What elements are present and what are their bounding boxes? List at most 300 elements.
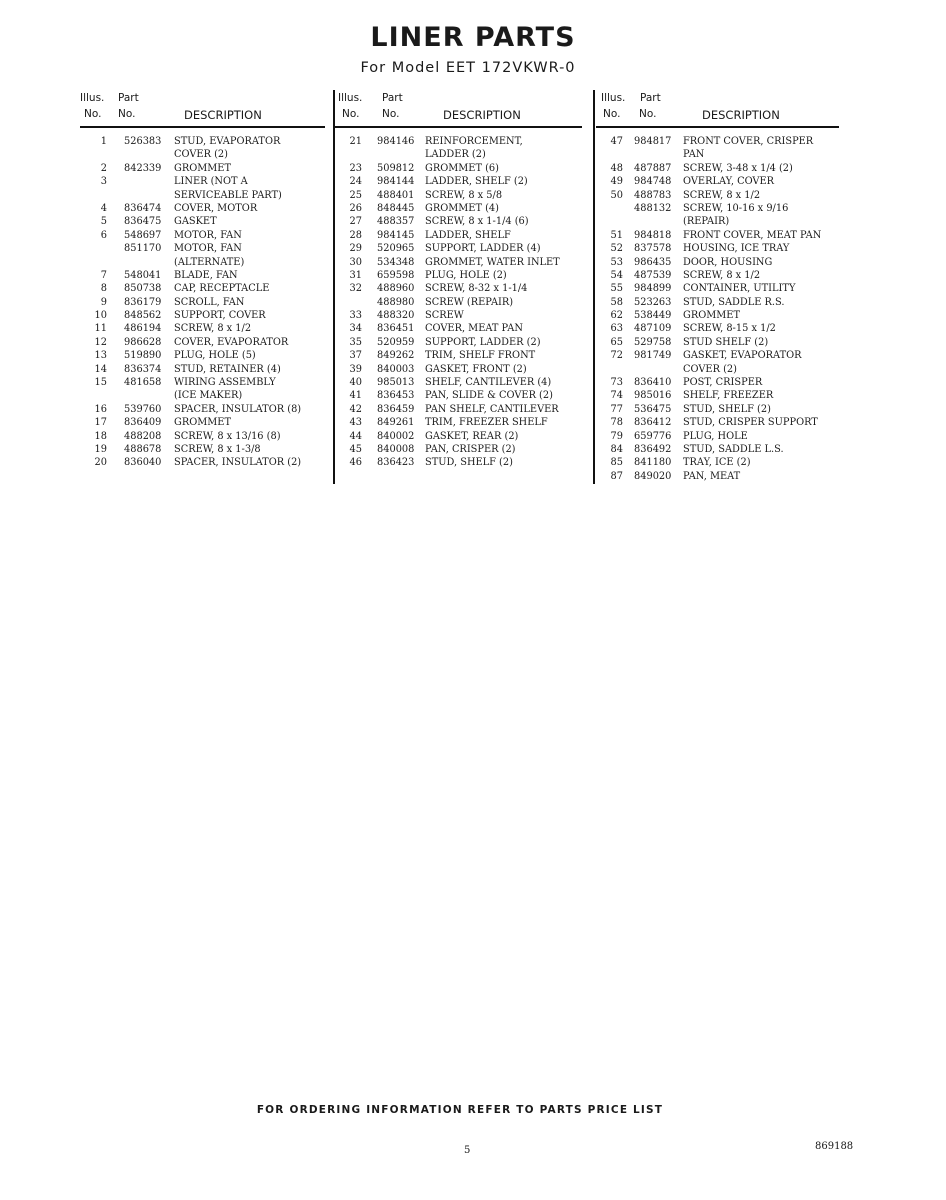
illus-no: 32 — [349, 283, 362, 295]
table-row — [80, 443, 325, 456]
part-no: 539760 — [124, 403, 162, 415]
table-row — [80, 376, 325, 389]
table-row — [80, 416, 325, 429]
table-row — [80, 202, 325, 215]
part-no: 840003 — [377, 363, 415, 375]
part-no: 837578 — [634, 243, 672, 255]
part-no: 836412 — [634, 417, 672, 429]
illus-no: 17 — [94, 417, 107, 429]
illus-no: 5 — [100, 216, 107, 228]
header-part-label: Part — [640, 92, 661, 104]
table-row — [596, 430, 839, 443]
part-no: 836040 — [124, 457, 162, 469]
part-no: 849262 — [377, 350, 415, 362]
part-no: 836374 — [124, 363, 162, 375]
part-description: GROMMET (4) — [425, 202, 499, 214]
part-description: SUPPORT, LADDER (2) — [425, 336, 541, 348]
table-row — [335, 376, 582, 389]
table-row — [596, 148, 839, 161]
illus-no: 33 — [349, 310, 362, 322]
table-row — [80, 162, 325, 175]
part-description: SCREW, 8 x 1/2 — [683, 189, 761, 201]
part-no: 488960 — [377, 283, 415, 295]
header-part-no-label: No. — [639, 108, 657, 120]
part-description: PLUG, HOLE (2) — [425, 269, 507, 281]
table-row — [335, 215, 582, 228]
illus-no: 54 — [610, 269, 623, 281]
part-no: 488208 — [124, 430, 162, 442]
table-row — [335, 135, 582, 148]
table-header — [596, 88, 839, 128]
part-description: LINER (NOT A — [174, 176, 248, 188]
table-header — [80, 88, 325, 128]
table-row — [335, 389, 582, 402]
illus-no: 25 — [349, 189, 362, 201]
table-row — [596, 456, 839, 469]
part-description: STUD, RETAINER (4) — [174, 363, 281, 375]
table-row — [596, 376, 839, 389]
illus-no: 16 — [94, 403, 107, 415]
table-row — [596, 296, 839, 309]
part-description: WIRING ASSEMBLY — [174, 377, 276, 389]
part-description: (ALTERNATE) — [174, 256, 245, 268]
part-no: 851170 — [124, 243, 162, 255]
table-row — [596, 349, 839, 362]
part-no: 481658 — [124, 377, 162, 389]
illus-no: 62 — [610, 310, 623, 322]
illus-no: 35 — [349, 336, 362, 348]
part-description: FRONT COVER, CRISPER — [683, 136, 814, 147]
illus-no: 8 — [100, 283, 107, 295]
part-description: LADDER (2) — [425, 149, 486, 161]
part-no: 842339 — [124, 162, 162, 174]
part-no: 526383 — [124, 136, 162, 147]
part-description: GROMMET — [174, 162, 231, 174]
table-header — [335, 88, 582, 128]
part-description: STUD, CRISPER SUPPORT — [683, 417, 818, 429]
part-description: CONTAINER, UTILITY — [683, 283, 796, 295]
part-description: STUD, SADDLE R.S. — [683, 296, 785, 308]
table-row — [80, 296, 325, 309]
part-no: 984146 — [377, 136, 415, 147]
table-row — [335, 269, 582, 282]
part-description: SPACER, INSULATOR (2) — [174, 457, 302, 469]
table-row — [596, 135, 839, 148]
part-no: 534348 — [377, 256, 415, 268]
part-description: SUPPORT, LADDER (4) — [425, 243, 541, 255]
part-description: LADDER, SHELF — [425, 229, 511, 241]
illus-no: 49 — [610, 176, 623, 188]
part-no: 836492 — [634, 443, 672, 455]
part-no: 488357 — [377, 216, 415, 228]
part-description: SCREW (REPAIR) — [425, 296, 514, 308]
illus-no: 85 — [610, 457, 623, 469]
illus-no: 29 — [349, 243, 362, 255]
part-description: PAN SHELF, CANTILEVER — [425, 403, 559, 415]
part-no: 538449 — [634, 310, 672, 322]
header-part-label: Part — [382, 92, 403, 104]
part-description: STUD, EVAPORATOR — [174, 136, 281, 147]
illus-no: 10 — [94, 310, 107, 322]
part-no: 488980 — [377, 296, 415, 308]
illus-no: 47 — [610, 136, 623, 147]
part-no: 486194 — [124, 323, 162, 335]
part-description: STUD, SADDLE L.S. — [683, 443, 784, 455]
table-row — [335, 430, 582, 443]
table-row — [335, 416, 582, 429]
part-description: SCREW, 3-48 x 1/4 (2) — [683, 162, 793, 174]
part-description: PAN, SLIDE & COVER (2) — [425, 390, 553, 402]
part-no: 519890 — [124, 350, 162, 362]
table-row — [80, 430, 325, 443]
part-description: SHELF, CANTILEVER (4) — [425, 377, 552, 389]
illus-no: 3 — [100, 176, 107, 188]
part-description: OVERLAY, COVER — [683, 176, 775, 188]
part-description: SCREW, 8 x 1-1/4 (6) — [425, 216, 529, 228]
illus-no: 12 — [94, 336, 107, 348]
illus-no: 45 — [349, 443, 362, 455]
part-description: FRONT COVER, MEAT PAN — [683, 229, 822, 241]
illus-no: 7 — [100, 269, 107, 281]
part-no: 986435 — [634, 256, 672, 268]
part-description: GROMMET, WATER INLET — [425, 256, 560, 268]
part-description: MOTOR, FAN — [174, 229, 242, 241]
header-description-label: DESCRIPTION — [702, 108, 780, 122]
illus-no: 40 — [349, 377, 362, 389]
table-row — [80, 389, 325, 402]
table-row — [596, 215, 839, 228]
illus-no: 19 — [94, 443, 107, 455]
part-description: PAN — [683, 149, 705, 161]
part-description: PAN, CRISPER (2) — [425, 443, 516, 455]
table-row — [596, 336, 839, 349]
part-no: 509812 — [377, 162, 415, 174]
table-row — [80, 175, 325, 188]
table-row — [80, 336, 325, 349]
table-row — [596, 229, 839, 242]
illus-no: 65 — [610, 336, 623, 348]
illus-no: 31 — [349, 269, 362, 281]
part-description: TRAY, ICE (2) — [683, 457, 751, 469]
illus-no: 28 — [349, 229, 362, 241]
table-row — [335, 242, 582, 255]
illus-no: 73 — [610, 377, 623, 389]
table-row — [335, 282, 582, 295]
table-row — [596, 389, 839, 402]
table-row — [80, 322, 325, 335]
illus-no: 18 — [94, 430, 107, 442]
illus-no: 77 — [610, 403, 623, 415]
table-row — [335, 148, 582, 161]
table-row — [80, 403, 325, 416]
part-description: GROMMET (6) — [425, 162, 499, 174]
illus-no: 9 — [100, 296, 107, 308]
header-illus-label: Illus. — [601, 92, 626, 104]
part-no: 984817 — [634, 136, 672, 147]
part-description: GASKET — [174, 216, 217, 228]
illus-no: 74 — [610, 390, 623, 402]
part-no: 548697 — [124, 229, 162, 241]
part-no: 849261 — [377, 417, 415, 429]
table-row — [80, 229, 325, 242]
part-no: 488401 — [377, 189, 415, 201]
part-description: PLUG, HOLE (5) — [174, 350, 256, 362]
illus-no: 55 — [610, 283, 623, 295]
illus-no: 41 — [349, 390, 362, 402]
part-no: 836474 — [124, 202, 162, 214]
table-row — [335, 403, 582, 416]
table-row — [80, 148, 325, 161]
part-no: 984748 — [634, 176, 672, 188]
illus-no: 20 — [94, 457, 107, 469]
illus-no: 21 — [349, 136, 362, 147]
part-no: 529758 — [634, 336, 672, 348]
part-no: 849020 — [634, 470, 672, 482]
part-no: 836423 — [377, 457, 415, 469]
table-row — [335, 256, 582, 269]
table-row — [596, 470, 839, 483]
part-no: 659776 — [634, 430, 672, 442]
table-row — [335, 363, 582, 376]
illus-no: 52 — [610, 243, 623, 255]
part-description: HOUSING, ICE TRAY — [683, 243, 790, 255]
part-description: SCREW, 8-32 x 1-1/4 — [425, 283, 528, 295]
parts-rows — [335, 128, 582, 470]
table-row — [335, 456, 582, 469]
table-row — [335, 296, 582, 309]
table-row — [80, 189, 325, 202]
table-row — [596, 189, 839, 202]
part-description: BLADE, FAN — [174, 269, 238, 281]
part-no: 523263 — [634, 296, 672, 308]
part-description: GASKET, EVAPORATOR — [683, 350, 802, 362]
part-description: GROMMET — [174, 417, 231, 429]
header-part-no-label: No. — [118, 108, 136, 120]
part-no: 848562 — [124, 310, 162, 322]
table-row — [596, 256, 839, 269]
part-description: SCREW, 8 x 13/16 (8) — [174, 430, 281, 442]
illus-no: 43 — [349, 417, 362, 429]
part-no: 548041 — [124, 269, 162, 281]
illus-no: 42 — [349, 403, 362, 415]
illus-no: 11 — [94, 323, 107, 335]
part-description: SCREW, 8 x 1-3/8 — [174, 443, 261, 455]
illus-no: 13 — [94, 350, 107, 362]
part-description: COVER (2) — [174, 149, 228, 161]
illus-no: 14 — [94, 363, 107, 375]
part-no: 985016 — [634, 390, 672, 402]
part-no: 984899 — [634, 283, 672, 295]
part-description: POST, CRISPER — [683, 377, 763, 389]
part-no: 984818 — [634, 229, 672, 241]
part-description: TRIM, FREEZER SHELF — [425, 417, 548, 429]
part-no: 981749 — [634, 350, 672, 362]
part-no: 488132 — [634, 202, 672, 214]
part-description: STUD SHELF (2) — [683, 336, 769, 348]
part-description: GASKET, FRONT (2) — [425, 363, 527, 375]
illus-no: 79 — [610, 430, 623, 442]
part-no: 848445 — [377, 202, 415, 214]
table-row — [596, 322, 839, 335]
part-description: SCREW, 8 x 1/2 — [174, 323, 252, 335]
part-description: SCREW, 8 x 5/8 — [425, 189, 503, 201]
parts-column-1 — [80, 88, 325, 470]
illus-no: 24 — [349, 176, 362, 188]
part-no: 488320 — [377, 310, 415, 322]
table-row — [596, 443, 839, 456]
table-row — [335, 175, 582, 188]
illus-no: 26 — [349, 202, 362, 214]
part-description: TRIM, SHELF FRONT — [425, 350, 536, 362]
part-no: 487887 — [634, 162, 672, 174]
table-row — [596, 309, 839, 322]
part-no: 836179 — [124, 296, 162, 308]
part-description: COVER (2) — [683, 363, 737, 375]
illus-no: 4 — [100, 202, 107, 214]
illus-no: 34 — [349, 323, 362, 335]
table-row — [596, 282, 839, 295]
part-description: (ICE MAKER) — [174, 390, 243, 402]
table-row — [80, 349, 325, 362]
table-row — [80, 256, 325, 269]
header-illus-no-label: No. — [342, 108, 360, 120]
part-no: 487109 — [634, 323, 672, 335]
table-row — [80, 242, 325, 255]
parts-column-3 — [596, 88, 839, 483]
illus-no: 58 — [610, 296, 623, 308]
illus-no: 63 — [610, 323, 623, 335]
illus-no: 84 — [610, 443, 623, 455]
table-row — [335, 309, 582, 322]
illus-no: 72 — [610, 350, 623, 362]
header-illus-no-label: No. — [84, 108, 102, 120]
parts-column-2 — [335, 88, 582, 470]
table-row — [596, 363, 839, 376]
table-row — [596, 202, 839, 215]
part-description: CAP, RECEPTACLE — [174, 283, 270, 295]
part-description: GASKET, REAR (2) — [425, 430, 519, 442]
ordering-note: FOR ORDERING INFORMATION REFER TO PARTS PRICE LIST — [256, 1104, 664, 1116]
part-description: SCREW — [425, 310, 464, 322]
header-part-no-label: No. — [382, 108, 400, 120]
illus-no: 37 — [349, 350, 362, 362]
illus-no: 23 — [349, 162, 362, 174]
part-no: 984145 — [377, 229, 415, 241]
part-description: COVER, MOTOR — [174, 202, 258, 214]
document-number: 869188 — [815, 1141, 854, 1152]
table-row — [335, 162, 582, 175]
table-row — [80, 456, 325, 469]
part-description: DOOR, HOUSING — [683, 256, 773, 268]
part-no: 986628 — [124, 336, 162, 348]
part-description: SCREW, 8 x 1/2 — [683, 269, 761, 281]
illus-no: 2 — [100, 162, 107, 174]
part-description: SPACER, INSULATOR (8) — [174, 403, 302, 415]
illus-no: 48 — [610, 162, 623, 174]
part-description: REINFORCEMENT, — [425, 136, 523, 147]
header-part-label: Part — [118, 92, 139, 104]
part-description: COVER, MEAT PAN — [425, 323, 523, 335]
part-description: GROMMET — [683, 310, 740, 322]
table-row — [80, 215, 325, 228]
illus-no: 6 — [100, 229, 107, 241]
part-description: SCREW, 8-15 x 1/2 — [683, 323, 776, 335]
illus-no: 1 — [100, 136, 107, 147]
table-row — [80, 309, 325, 322]
part-no: 841180 — [634, 457, 672, 469]
table-row — [596, 416, 839, 429]
part-no: 659598 — [377, 269, 415, 281]
part-no: 836451 — [377, 323, 415, 335]
header-description-label: DESCRIPTION — [184, 108, 262, 122]
table-row — [596, 403, 839, 416]
part-description: STUD, SHELF (2) — [683, 403, 771, 415]
parts-rows — [596, 128, 839, 483]
part-description: PLUG, HOLE — [683, 430, 748, 442]
illus-no: 50 — [610, 189, 623, 201]
model-subtitle: For Model EET 172VKWR-0 — [360, 60, 576, 76]
part-description: SERVICEABLE PART) — [174, 189, 282, 201]
part-description: LADDER, SHELF (2) — [425, 176, 528, 188]
part-description: SUPPORT, COVER — [174, 310, 266, 322]
table-row — [80, 135, 325, 148]
part-no: 836475 — [124, 216, 162, 228]
table-row — [335, 336, 582, 349]
part-description: SHELF, FREEZER — [683, 390, 774, 402]
illus-no: 78 — [610, 417, 623, 429]
part-no: 984144 — [377, 176, 415, 188]
parts-rows — [80, 128, 325, 470]
part-description: MOTOR, FAN — [174, 243, 242, 255]
illus-no: 39 — [349, 363, 362, 375]
part-no: 836409 — [124, 417, 162, 429]
table-row — [596, 175, 839, 188]
illus-no: 30 — [349, 256, 362, 268]
table-row — [80, 269, 325, 282]
part-no: 985013 — [377, 377, 415, 389]
table-row — [335, 202, 582, 215]
part-no: 520959 — [377, 336, 415, 348]
table-row — [80, 282, 325, 295]
part-no: 840008 — [377, 443, 415, 455]
table-row — [335, 189, 582, 202]
table-row — [596, 242, 839, 255]
part-description: SCREW, 10-16 x 9/16 — [683, 202, 789, 214]
part-no: 840002 — [377, 430, 415, 442]
part-description: SCROLL, FAN — [174, 296, 245, 308]
illus-no: 46 — [349, 457, 362, 469]
part-description: PAN, MEAT — [683, 470, 741, 482]
illus-no: 87 — [610, 470, 623, 482]
page-title: LINER PARTS — [370, 22, 576, 53]
header-illus-label: Illus. — [80, 92, 105, 104]
part-description: (REPAIR) — [683, 216, 730, 228]
table-row — [80, 363, 325, 376]
part-no: 520965 — [377, 243, 415, 255]
table-row — [335, 443, 582, 456]
header-illus-no-label: No. — [603, 108, 621, 120]
table-row — [335, 229, 582, 242]
column-divider — [593, 90, 595, 484]
header-description-label: DESCRIPTION — [443, 108, 521, 122]
part-no: 488783 — [634, 189, 672, 201]
illus-no: 27 — [349, 216, 362, 228]
part-no: 836453 — [377, 390, 415, 402]
part-no: 536475 — [634, 403, 672, 415]
part-description: STUD, SHELF (2) — [425, 457, 513, 469]
part-no: 850738 — [124, 283, 162, 295]
table-row — [596, 269, 839, 282]
